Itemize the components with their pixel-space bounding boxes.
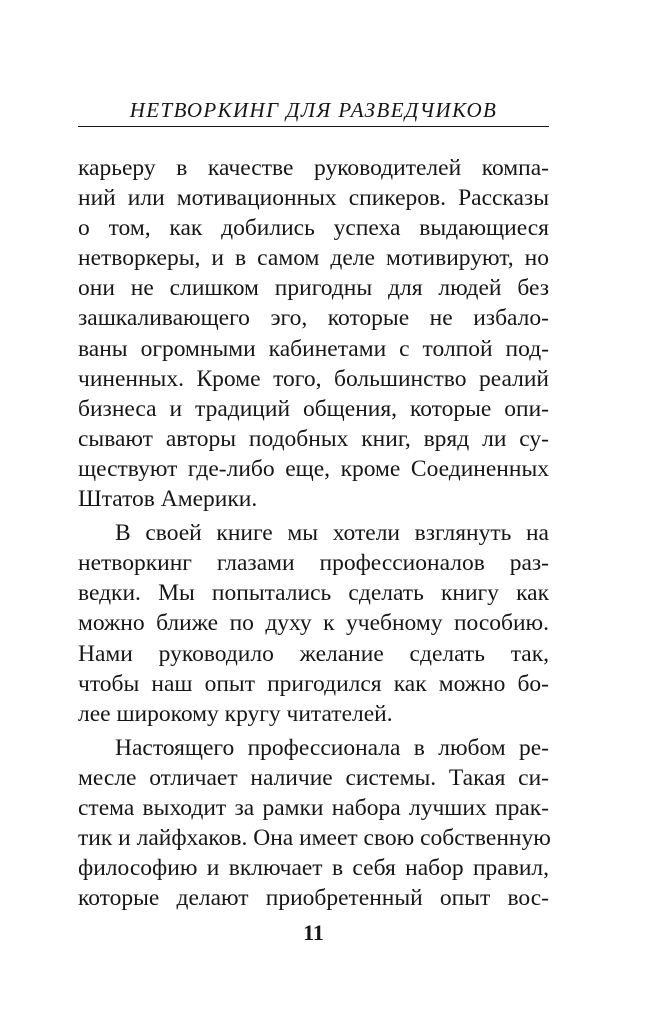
text-line: нетворкеры, и в самом деле мотивируют, но (78, 245, 549, 272)
text-line: бизнеса и традиций общения, которые опи- (78, 395, 549, 422)
text-line: карьеру в качестве руководителей компа- (78, 155, 549, 181)
text-line: ведки. Мы попытались сделать книгу как (78, 580, 549, 607)
text-line: можно ближе по духу к учебному пособию. (78, 610, 549, 637)
body-text (78, 153, 549, 913)
text-line: ществуют где-либо еще, кроме Соединенных (78, 455, 549, 482)
text-line: Нами руководило желание сделать так, (78, 640, 549, 667)
text-line: они не слишком пригодны для людей без (78, 275, 549, 302)
text-line: ний или мотивационных спикеров. Рассказы (78, 185, 549, 212)
text-line: чиненных. Кроме того, большинство реалий (78, 365, 549, 392)
text-line: лее широкому кругу читателей. (78, 700, 393, 727)
text-line: зашкаливающего эго, которые не избало- (78, 305, 549, 332)
text-line: стема выходит за рамки набора лучших прак- (78, 794, 549, 821)
header-rule (78, 126, 549, 127)
text-line: ваны огромными кабинетами с толпой под- (78, 335, 549, 362)
text-line: которые делают приобретенный опыт вос- (78, 885, 549, 912)
text-line: нетворкинг глазами профессионалов раз- (78, 550, 549, 577)
text-line: В своей книге мы хотели взглянуть на (115, 520, 549, 547)
text-line: тик и лайфхаков. Она имеет свою собственную (78, 825, 551, 852)
text-line: Настоящего профессионала в любом ре- (115, 734, 549, 761)
text-line: чтобы наш опыт пригодился как можно бо- (78, 670, 549, 697)
text-line: сывают авторы подобных книг, вряд ли су- (78, 425, 549, 452)
text-line: о том, как добились успеха выдающиеся (78, 215, 549, 242)
text-line: философию и включает в себя набор правил, (78, 855, 549, 882)
running-header-title: НЕТВОРКИНГ ДЛЯ РАЗВЕДЧИКОВ (129, 98, 498, 122)
page-number: 11 (303, 920, 324, 945)
text-line: Штатов Америки. (78, 486, 258, 513)
text-line: месле отличает наличие системы. Такая си- (78, 764, 549, 791)
